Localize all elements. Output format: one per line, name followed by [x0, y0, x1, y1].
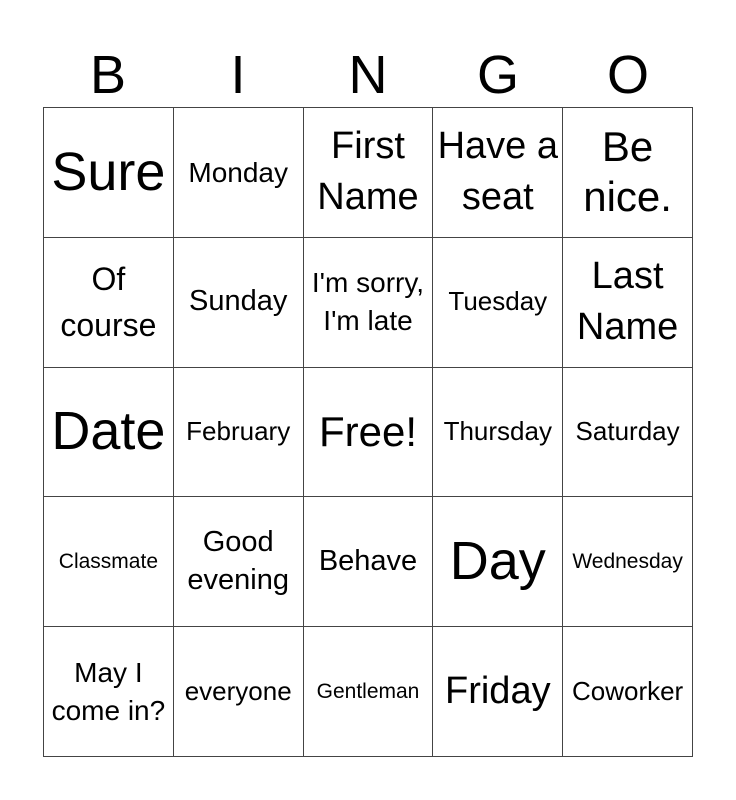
bingo-cell[interactable] — [563, 497, 693, 627]
bingo-cell[interactable] — [563, 627, 693, 757]
cell-text: May I come in? — [51, 656, 166, 726]
cell-text: Classmate — [58, 550, 158, 574]
bingo-header — [43, 42, 693, 108]
bingo-cell[interactable] — [44, 108, 174, 238]
cell-text: Gentleman — [316, 680, 420, 703]
cell-text: Coworker — [571, 675, 684, 706]
cell-text: February — [186, 416, 291, 447]
bingo-cell[interactable] — [44, 368, 174, 498]
cell-text: Last Name — [576, 254, 679, 349]
cell-text: Of course — [60, 260, 157, 344]
cell-text: Monday — [188, 156, 288, 188]
cell-text: Sure — [51, 141, 166, 202]
bingo-cell[interactable] — [174, 238, 304, 368]
bingo-cell[interactable] — [433, 627, 563, 757]
cell-text: First Name — [317, 125, 419, 219]
bingo-cell[interactable] — [304, 497, 434, 627]
bingo-cell[interactable] — [563, 108, 693, 238]
cell-text: Good evening — [187, 526, 289, 596]
bingo-cell[interactable] — [44, 238, 174, 368]
bingo-cell[interactable] — [174, 368, 304, 498]
bingo-cell[interactable] — [44, 497, 174, 627]
cell-text: Have a seat — [437, 125, 558, 219]
cell-text: I'm sorry, I'm late — [311, 267, 425, 337]
cell-text: Wednesday — [572, 550, 683, 574]
free-space-text: Free! — [318, 407, 417, 455]
bingo-cell[interactable] — [304, 238, 434, 368]
header-letter-n: N — [348, 45, 388, 105]
bingo-cell[interactable] — [563, 368, 693, 498]
bingo-cell[interactable] — [433, 497, 563, 627]
bingo-cell[interactable] — [433, 368, 563, 498]
header-letter-g: G — [476, 45, 519, 105]
bingo-cell[interactable] — [433, 238, 563, 368]
free-space-cell[interactable] — [304, 368, 434, 498]
bingo-cell[interactable] — [174, 108, 304, 238]
cell-text: Behave — [318, 544, 418, 577]
header-letter-i: I — [230, 45, 246, 105]
cell-text: everyone — [184, 675, 292, 706]
cell-text: Thursday — [443, 416, 552, 447]
cell-text: Sunday — [189, 285, 288, 318]
cell-text: Be nice. — [583, 123, 672, 221]
bingo-cell[interactable] — [174, 627, 304, 757]
bingo-cell[interactable] — [44, 627, 174, 757]
bingo-cell[interactable] — [304, 108, 434, 238]
bingo-cell[interactable] — [174, 497, 304, 627]
cell-text: Friday — [445, 669, 551, 712]
bingo-cell[interactable] — [563, 238, 693, 368]
cell-text: Date — [51, 401, 166, 462]
cell-text: Saturday — [575, 416, 680, 447]
header-letter-b: B — [89, 45, 127, 105]
cell-text: Day — [449, 531, 546, 592]
header-letter-o: O — [606, 45, 649, 105]
bingo-cell[interactable] — [433, 108, 563, 238]
bingo-board — [43, 107, 693, 757]
bingo-cell[interactable] — [304, 627, 434, 757]
cell-text: Tuesday — [448, 286, 548, 317]
